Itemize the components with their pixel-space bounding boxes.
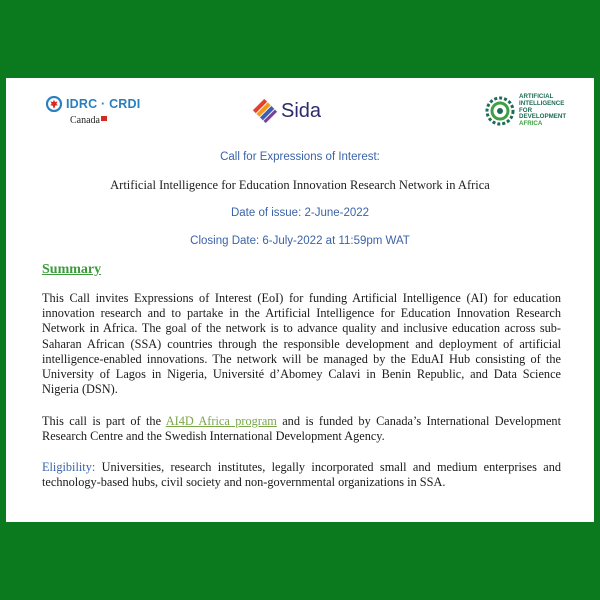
eligibility-paragraph bbox=[42, 460, 561, 490]
funding-text-after: and is funded by Canada’s International Development Research Centre and the Swedish International Development Agency. bbox=[42, 414, 561, 444]
document-title: Artificial Intelligence for Education Innovation Research Network in Africa bbox=[110, 178, 490, 192]
sida-name: Sida bbox=[281, 99, 322, 122]
issue-date: Date of issue: 2-June-2022 bbox=[230, 207, 370, 219]
eligibility-text: Universities, research institutes, legally incorporated small and medium enterprises and technology-based hubs, civil society and non-governmental organizations in SSA. bbox=[42, 460, 561, 490]
funding-paragraph bbox=[42, 414, 561, 444]
sida-logo bbox=[252, 96, 342, 126]
idrc-logo bbox=[46, 96, 146, 136]
sida-emblem-icon bbox=[252, 99, 278, 123]
funding-text-before: This call is part of the bbox=[42, 414, 166, 428]
closing-date: Closing Date: 6-July-2022 at 11:59pm WAT bbox=[190, 235, 410, 247]
eligibility-label: Eligibility: bbox=[42, 460, 96, 474]
ai4d-emblem-icon bbox=[484, 95, 516, 127]
canada-flag-icon bbox=[101, 116, 107, 121]
summary-heading: Summary bbox=[42, 262, 102, 277]
summary-paragraph: This Call invites Expressions of Interest (EoI) for funding Artificial Intelligence (AI) for education innovation research and to partake in the Artificial Intelligence for Education Innovation Research Network in Africa. The goal of the network is to advance quality and inclusive education across sub-Saharan African (SSA) countries through the responsible development and deployment of artificial intelligence-enabled innovations. The network will be managed by the EduAI Hub consisting of the University of Lagos in Nigeria, Université d’Abomey Calavi in Benin Republic, and Data Science Nigeria (DSN). bbox=[42, 291, 561, 397]
logo-bar bbox=[6, 78, 594, 138]
idrc-emblem-icon bbox=[46, 96, 62, 112]
canada-wordmark: Canada bbox=[70, 115, 146, 126]
ai4d-logo bbox=[484, 88, 594, 134]
ai4d-wordmark: ARTIFICIAL INTELLIGENCE FOR DEVELOPMENT AFRICA bbox=[519, 93, 567, 128]
ai4d-program-link[interactable]: AI4D Africa program bbox=[165, 414, 277, 428]
document-page bbox=[6, 78, 594, 522]
idrc-name: IDRC · CRDI bbox=[66, 97, 141, 111]
call-label: Call for Expressions of Interest: bbox=[220, 151, 380, 163]
